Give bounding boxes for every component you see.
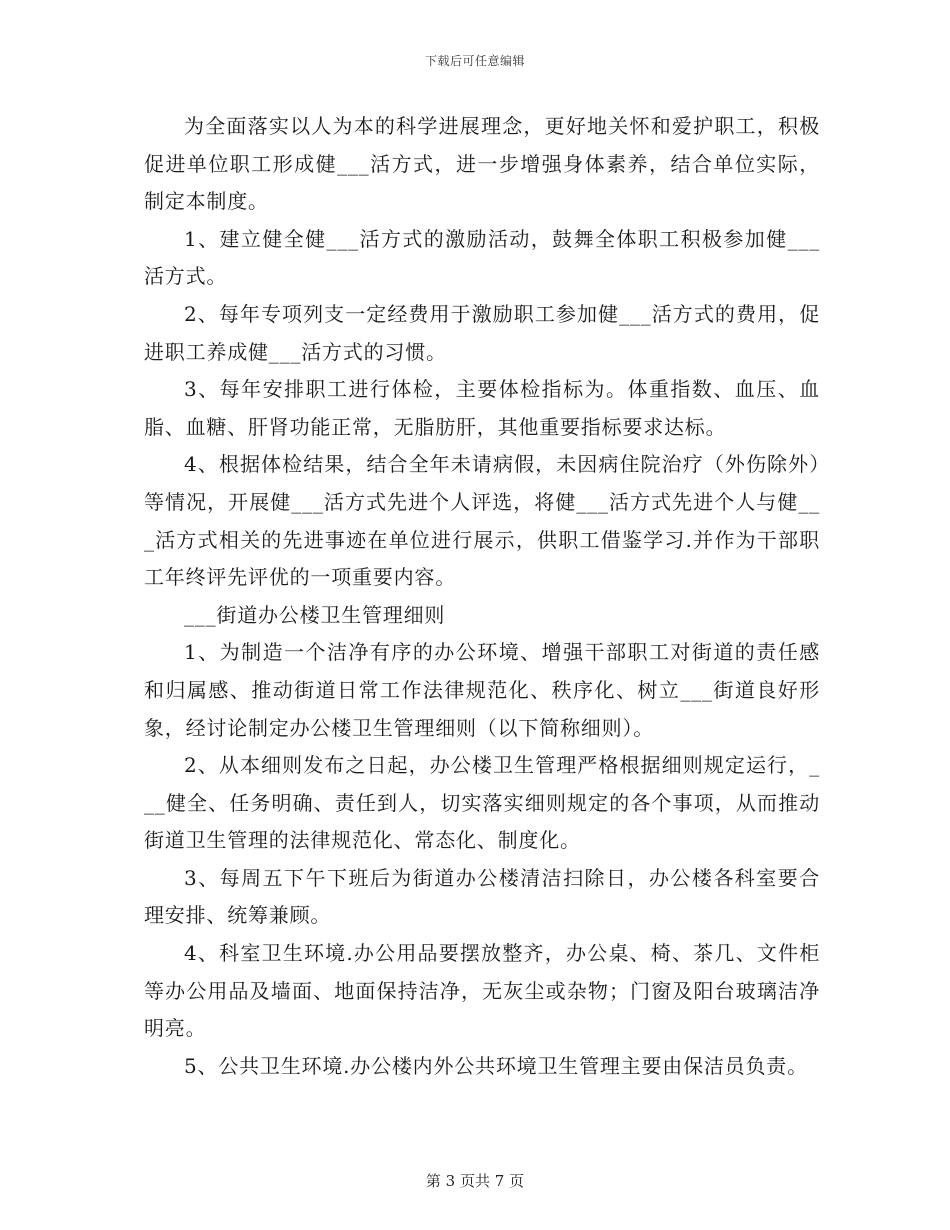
paragraph-item-3: 3、每年安排职工进行体检，主要体检指标为。体重指数、血压、血脂、血糖、肝肾功能正常，无脂肪肝，其他重要指标要求达标。 xyxy=(144,377,820,439)
section-title: ___街道办公楼卫生管理细则 xyxy=(184,602,446,627)
page-number: 第 3 页共 7 页 xyxy=(425,1172,525,1190)
paragraph-rule-3: 3、每周五下午下班后为街道办公楼清洁扫除日，办公楼各科室要合理安排、统筹兼顾。 xyxy=(144,865,820,928)
paragraph-intro: 为全面落实以人为本的科学进展理念，更好地关怀和爱护职工，积极促进单位职工形成健___活方式，进一步增强身体素养，结合单位实际，制定本制度。 xyxy=(144,114,820,214)
document-body xyxy=(144,108,820,1085)
paragraph-item-2: 2、每年专项列支一定经费用于激励职工参加健___活方式的费用，促进职工养成健___活方式的习惯。 xyxy=(144,301,820,364)
paragraph-item-1: 1、建立健全健___活方式的激励活动，鼓舞全体职工积极参加健___活方式。 xyxy=(144,226,820,289)
paragraph-rule-5: 5、公共卫生环境.办公楼内外公共环境卫生管理主要由保洁员负责。 xyxy=(184,1053,808,1078)
paragraph-rule-2: 2、从本细则发布之日起，办公楼卫生管理严格根据细则规定运行，___健全、任务明确、责任到人，切实落实细则规定的各个事项，从而推动街道卫生管理的法律规范化、常态化、制度化。 xyxy=(144,753,820,853)
paragraph-rule-1: 1、为制造一个洁净有序的办公环境、增强干部职工对街道的责任感和归属感、推动街道日常工作法律规范化、秩序化、树立___街道良好形象，经讨论制定办公楼卫生管理细则（以下简称细则）。 xyxy=(144,640,820,740)
paragraph-item-4: 4、根据体检结果，结合全年未请病假，未因病住院治疗（外伤除外）等情况，开展健___活方式先进个人评选，将健___活方式先进个人与健___活方式相关的先进事迹在单位进行展示，供职工借鉴学习.并作为干部职工年终评先评优的一项重要内容。 xyxy=(144,452,820,590)
paragraph-rule-4: 4、科室卫生环境.办公用品要摆放整齐，办公桌、椅、茶几、文件柜等办公用品及墙面、地面保持洁净，无灰尘或杂物；门窗及阳台玻璃洁净明亮。 xyxy=(144,941,820,1041)
page-header: 下载后可任意编辑 xyxy=(424,54,525,68)
